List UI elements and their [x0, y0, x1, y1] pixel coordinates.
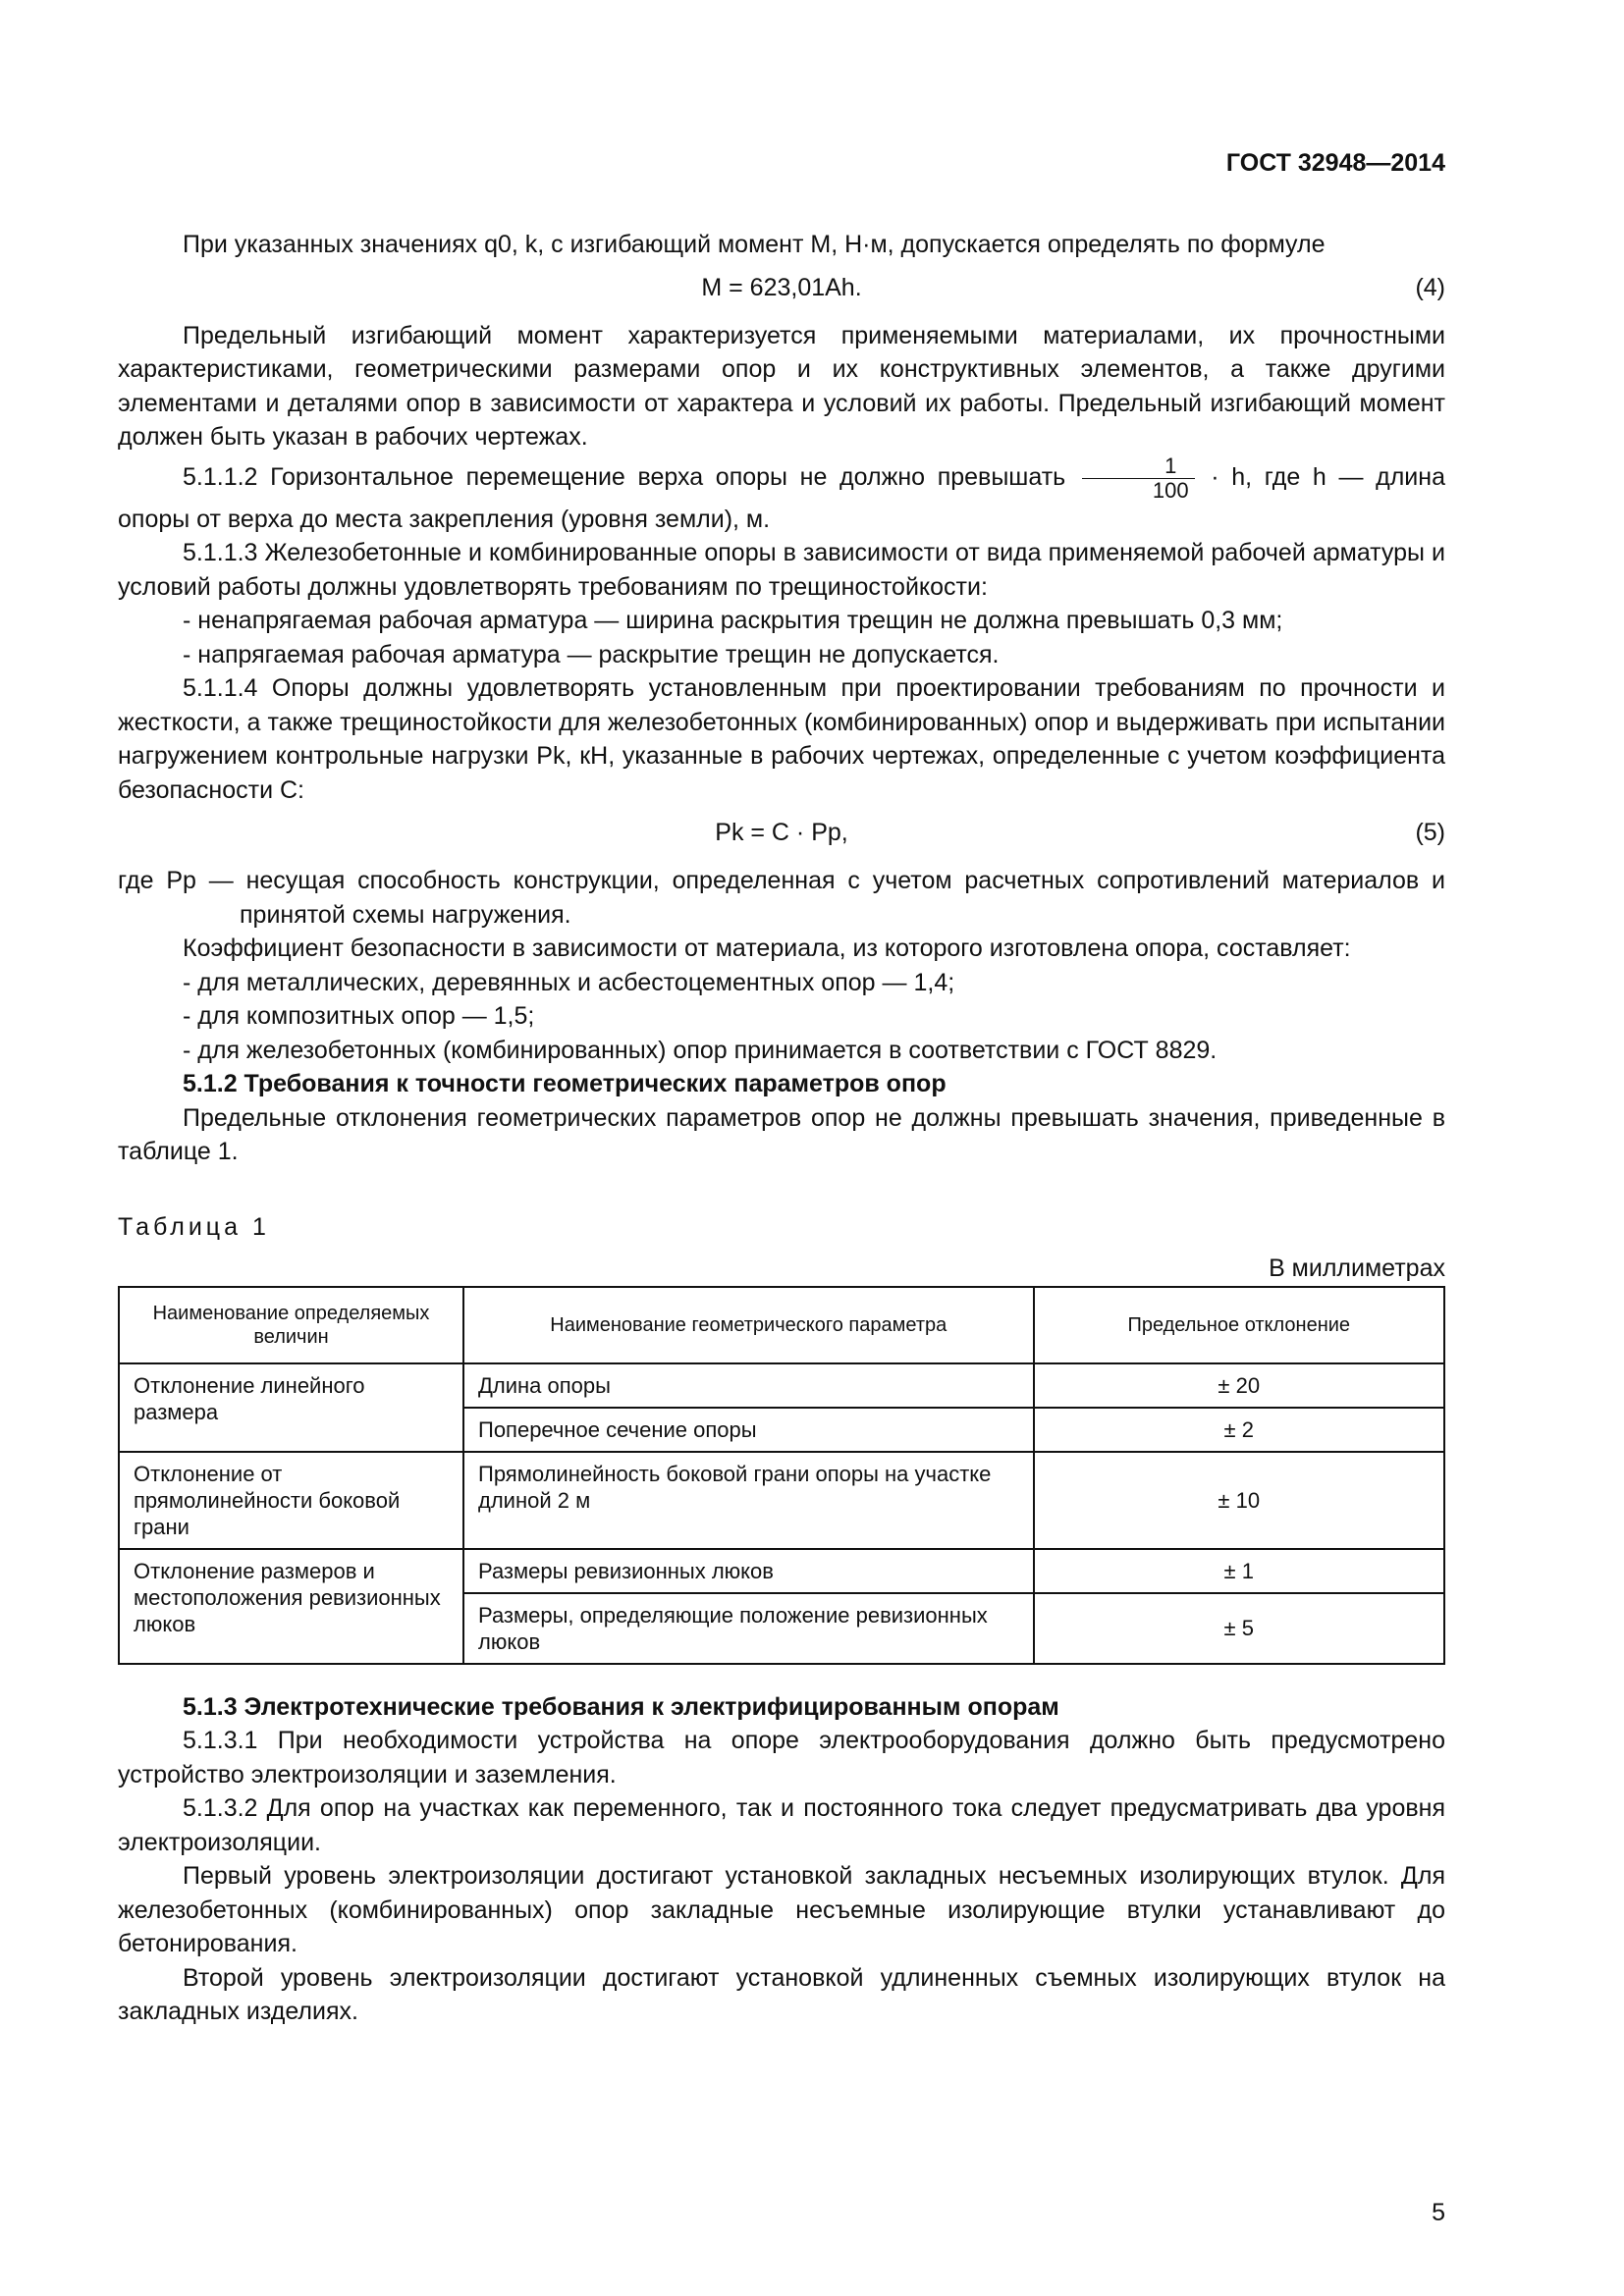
fraction-numerator: 1: [1082, 454, 1195, 479]
clause-5-1-1-2: [118, 454, 1445, 537]
first-level-paragraph: Первый уровень электроизоляции достигают установкой закладных несъемных изолирующих втулок. Для железобетонных (комбинированных) опор закладные несъемные изолирующие втулки устанавливают до бетонирования.: [118, 1862, 1445, 1957]
table-header-cell: Наименование определяемых величин: [119, 1287, 463, 1363]
table-deviation-cell: ± 5: [1034, 1593, 1445, 1664]
table-row: [119, 1452, 1444, 1549]
deviation-table: [118, 1286, 1445, 1665]
formula-4-expression: M = 623,01Ah.: [701, 273, 862, 301]
formula-5-expression: Pk = C · Pp,: [715, 819, 848, 846]
table-caption: Таблица 1: [118, 1212, 270, 1241]
table-row: [119, 1363, 1444, 1408]
fraction-denominator: 100: [1152, 477, 1189, 503]
document-page: [118, 0, 1445, 2296]
bullet-item: - для металлических, деревянных и асбестоцементных опор — 1,4;: [183, 968, 955, 996]
table-deviation-cell: ± 1: [1034, 1549, 1445, 1593]
table-units: В миллиметрах: [1269, 1255, 1445, 1282]
table-header-cell: Наименование геометрического параметра: [463, 1287, 1034, 1363]
formula-5-number: (5): [1415, 819, 1445, 846]
table-param-cell: Прямолинейность боковой грани опоры на участке длиной 2 м: [463, 1452, 1034, 1549]
bullet-item: - напрягаемая рабочая арматура — раскрытие трещин не допускается.: [183, 640, 1000, 668]
document-body: [118, 228, 1445, 2029]
table-group-cell: Отклонение от прямолинейности боковой грани: [119, 1452, 463, 1549]
formula-4: [118, 266, 1445, 309]
coefficient-paragraph: Коэффициент безопасности в зависимости от материала, из которого изготовлена опора, составляет:: [183, 934, 1351, 962]
table-deviation-cell: ± 10: [1034, 1452, 1445, 1549]
table-param-cell: Размеры ревизионных люков: [463, 1549, 1034, 1593]
where-explanation: где Pp — несущая способность конструкции, определенная с учетом расчетных сопротивлений материалов и принятой схемы нагружения.: [118, 867, 1445, 929]
table-group-cell: Отклонение линейного размера: [119, 1363, 463, 1452]
limit-moment-paragraph: Предельный изгибающий момент характеризуется применяемыми материалами, их прочностными характеристиками, геометрическими размерами опор и их конструктивных элементов, а также другими элементами и деталями опор в зависимости от характера и условий их работы. Предельный изгибающий момент должен быть указан в рабочих чертежах.: [118, 321, 1445, 451]
clause-5-1-1-3: 5.1.1.3 Железобетонные и комбинированные опоры в зависимости от вида применяемой рабочей арматуры и условий работы должны удовлетворять требованиям по трещиностойкости:: [118, 539, 1445, 601]
table-deviation-cell: ± 2: [1034, 1408, 1445, 1452]
clause-5-1-1-2-tail: · h, где h — длина опоры от верха до места закрепления (уровня земли), м.: [118, 462, 1445, 533]
section-heading-5-1-3: 5.1.3 Электротехнические требования к электрифицированным опорам: [183, 1692, 1059, 1721]
page-number: 5: [1432, 2199, 1445, 2226]
table-param-cell: Длина опоры: [463, 1363, 1034, 1408]
table-deviation-cell: ± 20: [1034, 1363, 1445, 1408]
section-5-1-2-paragraph: Предельные отклонения геометрических параметров опор не должны превышать значения, приведенные в таблице 1.: [118, 1103, 1445, 1165]
intro-paragraph: При указанных значениях q0, k, с изгибающий момент М, Н·м, допускается определять по формуле: [183, 231, 1326, 258]
table-param-cell: Размеры, определяющие положение ревизионных люков: [463, 1593, 1034, 1664]
bullet-item: - для железобетонных (комбинированных) опор принимается в соответствии с ГОСТ 8829.: [183, 1036, 1218, 1064]
fraction: [1082, 454, 1195, 503]
formula-5: [118, 811, 1445, 854]
table-row: [119, 1549, 1444, 1593]
table-header-row: [119, 1287, 1444, 1363]
clause-5-1-1-4: 5.1.1.4 Опоры должны удовлетворять установленным при проектировании требованиям по прочности и жесткости, а также трещиностойкости для железобетонных (комбинированных) опор и выдерживать при испытании нагружением контрольные нагрузки Pk, кН, указанные в рабочих чертежах, определенные с учетом коэффициента безопасности С:: [118, 674, 1445, 804]
table-group-cell: Отклонение размеров и местоположения ревизионных люков: [119, 1549, 463, 1664]
clause-5-1-3-1: 5.1.3.1 При необходимости устройства на опоре электрооборудования должно быть предусмотрено устройство электроизоляции и заземления.: [118, 1727, 1445, 1789]
clause-5-1-1-2-text: 5.1.1.2 Горизонтальное перемещение верха опоры не должно превышать: [183, 462, 1066, 491]
bullet-item: - ненапрягаемая рабочая арматура — ширина раскрытия трещин не должна превышать 0,3 мм;: [183, 607, 1283, 634]
bullet-item: - для композитных опор — 1,5;: [183, 1002, 535, 1030]
document-header: ГОСТ 32948—2014: [1225, 149, 1445, 177]
formula-4-number: (4): [1415, 273, 1445, 301]
table-header-cell: Предельное отклонение: [1034, 1287, 1445, 1363]
second-level-paragraph: Второй уровень электроизоляции достигают установкой удлиненных съемных изолирующих втулок на закладных изделиях.: [118, 1963, 1445, 2025]
section-heading-5-1-2: 5.1.2 Требования к точности геометрических параметров опор: [183, 1070, 947, 1097]
clause-5-1-3-2: 5.1.3.2 Для опор на участках как переменного, так и постоянного тока следует предусматривать два уровня электроизоляции.: [118, 1794, 1445, 1856]
table-param-cell: Поперечное сечение опоры: [463, 1408, 1034, 1452]
